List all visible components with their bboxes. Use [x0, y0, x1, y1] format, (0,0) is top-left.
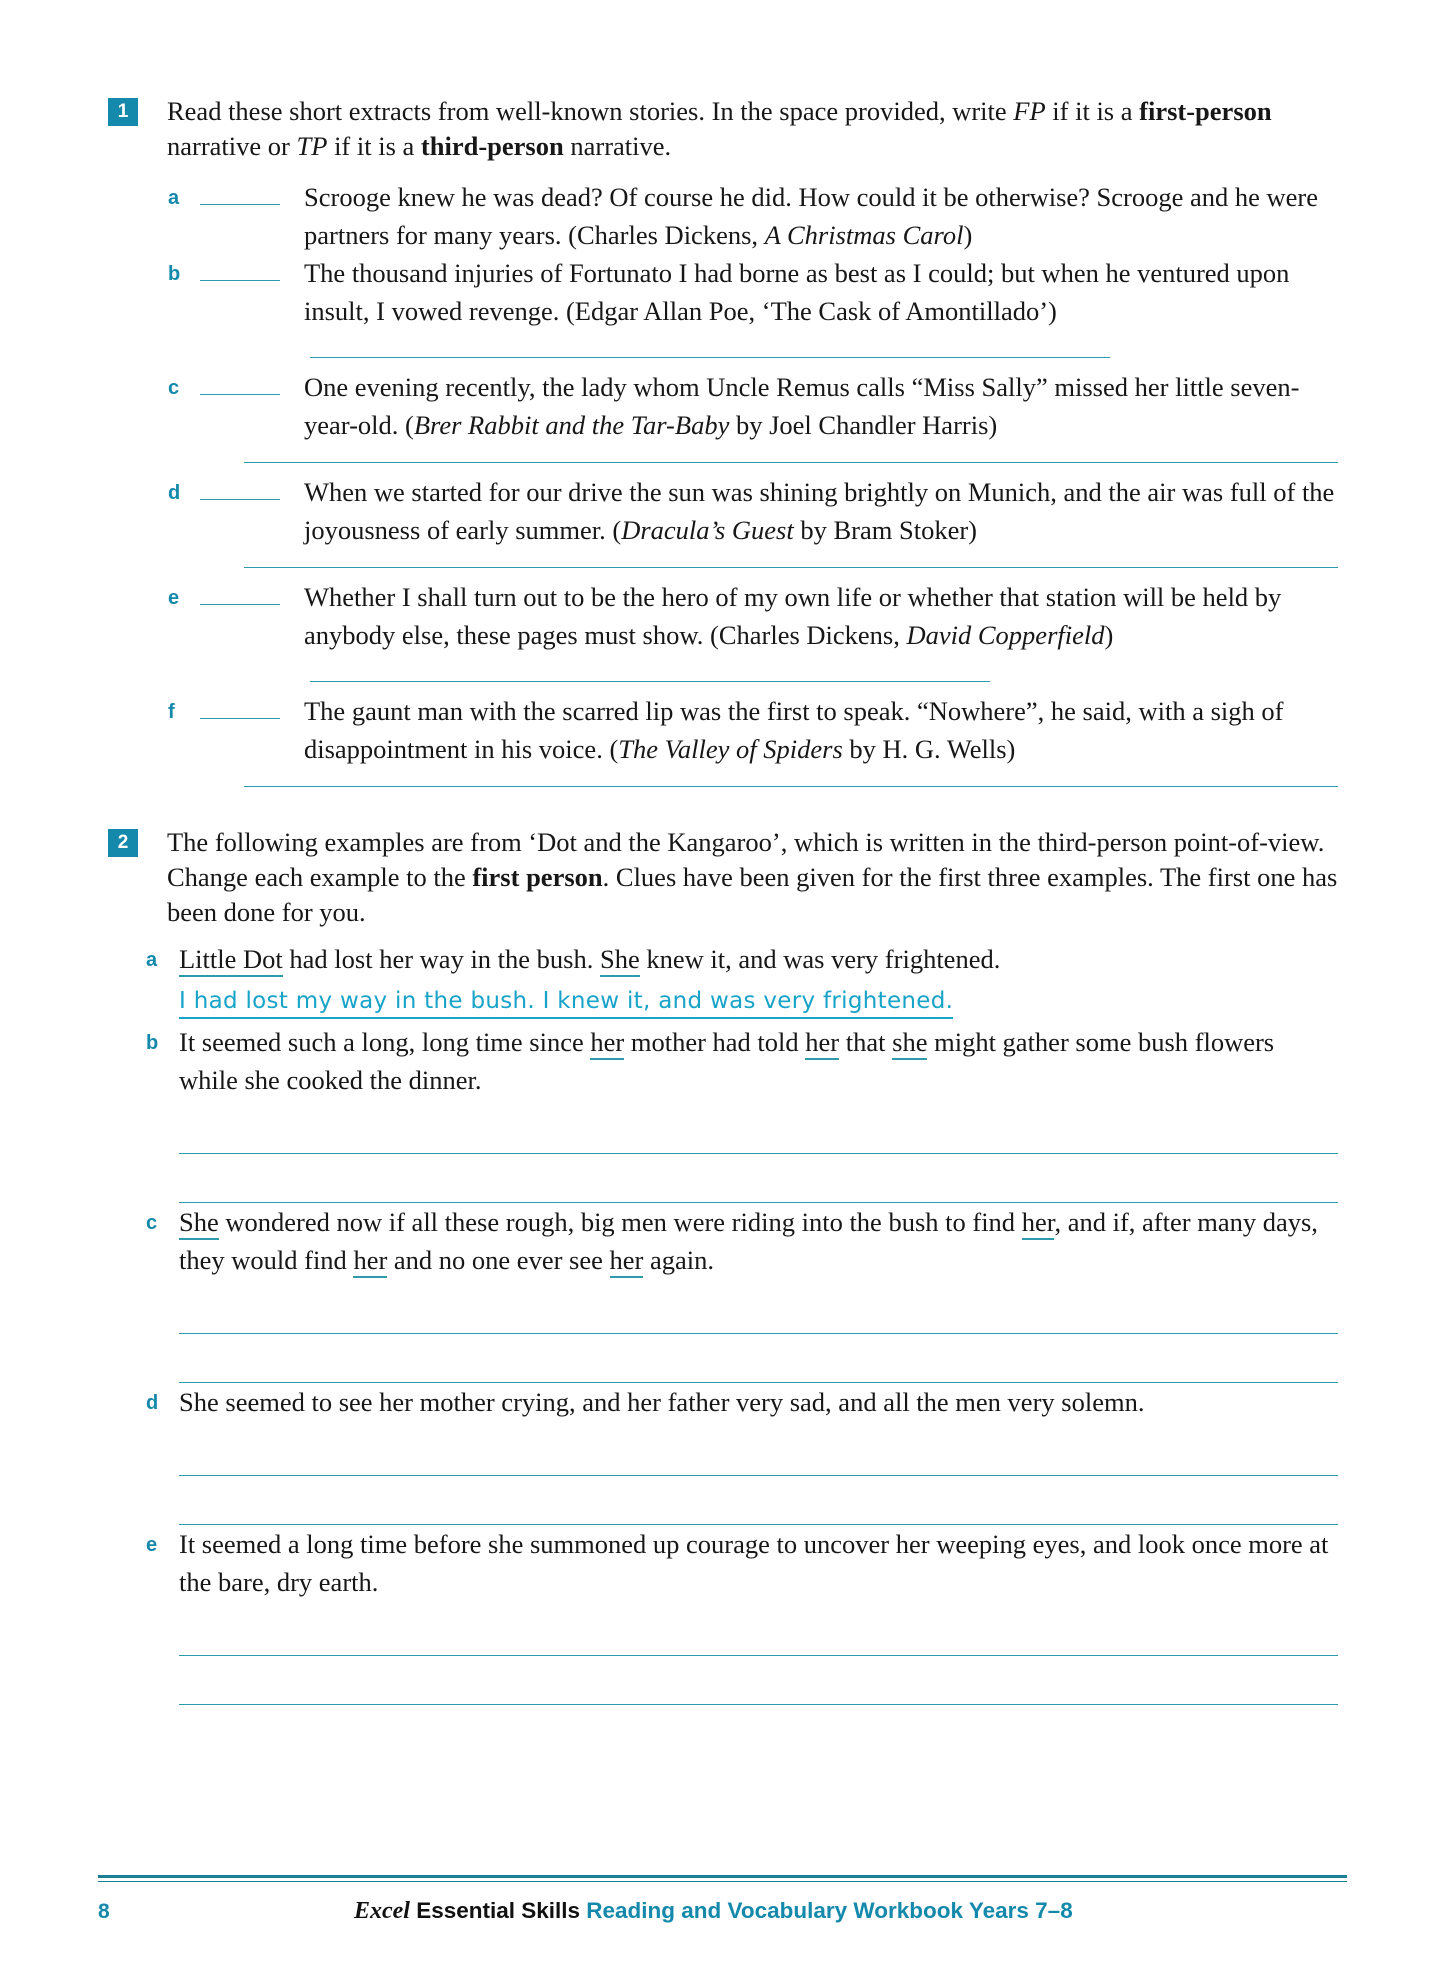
q1-instruction-text: narrative.	[563, 131, 672, 161]
q1-instruction-italic-text: FP	[1013, 96, 1046, 126]
question-2-number: 2	[108, 829, 138, 857]
footer-title	[110, 1898, 1317, 1925]
question-1-number: 1	[108, 98, 138, 126]
sentence-a-text: had lost her way in the bush.	[282, 944, 600, 974]
extract-d-italic-text: Dracula’s Guest	[621, 515, 794, 545]
footer-series: Essential Skills	[409, 1898, 587, 1923]
sentence-text-d	[179, 1383, 1338, 1421]
answer-line[interactable]	[179, 1154, 1338, 1203]
extract-c-italic-text: Brer Rabbit and the Tar-Baby	[413, 410, 730, 440]
sentence-c-text: wondered now if all these rough, big men were riding into the bush to find	[218, 1207, 1022, 1237]
extract-c-text: by Joel Chandler Harris)	[729, 410, 998, 440]
page-footer	[98, 1875, 1347, 1925]
answer-blank-e[interactable]	[200, 604, 280, 605]
written-answer-row-a	[179, 978, 1338, 1023]
sentence-a-text: knew it, and was very frightened.	[639, 944, 1001, 974]
extract-d-text: by Bram Stoker)	[793, 515, 977, 545]
extract-f-text: by H. G. Wells)	[842, 734, 1016, 764]
rewrite-item	[108, 1203, 1338, 1383]
item-letter-b: b	[146, 1032, 159, 1054]
rewrite-item	[108, 1023, 1338, 1203]
extract-a-text: )	[963, 220, 973, 250]
sentence-c-clue-word: her	[1022, 1207, 1055, 1240]
sentence-a-clue-word: Little Dot	[179, 944, 283, 977]
item-letter-c: c	[146, 1212, 158, 1234]
extract-text-c	[304, 368, 1338, 444]
question-1-instruction	[167, 94, 1338, 164]
sentence-text-b	[179, 1023, 1338, 1099]
extract-item	[108, 578, 1338, 692]
sentence-text-c	[179, 1203, 1338, 1279]
item-letter-c: c	[168, 377, 180, 399]
extract-text-e	[304, 578, 1338, 692]
footer-rule-thick	[98, 1875, 1347, 1878]
sentence-text-a	[179, 940, 1338, 978]
answer-lines-e	[179, 1607, 1338, 1705]
footer-brand: Excel	[353, 1898, 410, 1924]
footer-rule-thin	[98, 1881, 1347, 1882]
answer-line[interactable]	[179, 1427, 1338, 1476]
sentence-b-clue-word: her	[805, 1027, 839, 1060]
answer-lines-d	[179, 1427, 1338, 1525]
answer-line[interactable]	[179, 1105, 1338, 1154]
extract-e-text: Whether I shall turn out to be the hero of my own life or whether that station will be held by anybody else, these pages must show. (Charles Dickens,	[304, 582, 1282, 650]
extract-f-text: The gaunt man with the scarred lip was the first to speak. “Nowhere”, he said, with a sigh of disappointment in his voice. (	[304, 696, 1284, 764]
footer-book-title: Reading and Vocabulary Workbook Years 7–8	[586, 1898, 1073, 1923]
sentence-b-clue-word: her	[590, 1027, 624, 1060]
extract-a-italic-text: A Christmas Carol	[764, 220, 964, 250]
rewrite-item	[108, 1383, 1338, 1525]
q1-instruction-text: narrative or	[167, 131, 297, 161]
answer-rule-inline-b[interactable]	[310, 343, 1110, 358]
item-letter-d: d	[146, 1392, 159, 1414]
question-2-header	[108, 825, 1338, 930]
extract-a-text: Scrooge knew he was dead? Of course he did. How could it be otherwise? Scrooge and he were partners for many years. (Charles Dickens,	[304, 182, 1319, 250]
extract-item	[108, 368, 1338, 444]
sentence-d-text: She seemed to see her mother crying, and her father very sad, and all the men very solemn.	[179, 1387, 1145, 1417]
extract-item	[108, 178, 1338, 254]
answer-line[interactable]	[179, 1476, 1338, 1525]
sentence-e-text: It seemed a long time before she summoned up courage to uncover her weeping eyes, and look once more at the bare, dry earth.	[179, 1529, 1329, 1597]
extract-f-italic-text: The Valley of Spiders	[618, 734, 843, 764]
sentence-c-clue-word: her	[353, 1245, 387, 1278]
extract-e-italic-text: David Copperfield	[906, 620, 1105, 650]
answer-blank-a[interactable]	[200, 204, 280, 205]
answer-line[interactable]	[179, 1656, 1338, 1705]
sentence-e	[179, 1525, 1338, 1705]
extract-text-d	[304, 473, 1338, 549]
extract-item	[108, 254, 1338, 368]
q1-instruction-italic-text: TP	[296, 131, 328, 161]
extract-d-text: When we started for our drive the sun was shining brightly on Munich, and the air was full of the joyousness of early summer. (	[304, 477, 1335, 545]
written-answer-a[interactable]: I had lost my way in the bush. I knew it, and was very frightened.	[179, 986, 953, 1019]
item-letter-b: b	[168, 263, 181, 285]
answer-line[interactable]	[179, 1607, 1338, 1656]
rewrite-item	[108, 1525, 1338, 1705]
sentence-c-clue-word: her	[610, 1245, 644, 1278]
answer-line[interactable]	[179, 1334, 1338, 1383]
question-2-items	[108, 940, 1338, 1705]
sentence-b-text: might gather some bush flowers while she cooked the dinner.	[179, 1027, 1275, 1095]
answer-line[interactable]	[179, 1285, 1338, 1334]
rewrite-item	[108, 940, 1338, 1023]
sentence-b-text: that	[839, 1027, 893, 1057]
q1-instruction-bold-text: third-person	[420, 131, 564, 161]
q1-instruction-text: Read these short extracts from well-known stories. In the space provided, write	[167, 96, 1014, 126]
answer-rule-d[interactable]	[244, 567, 1338, 568]
sentence-d	[179, 1383, 1338, 1525]
answer-rule-f[interactable]	[244, 786, 1338, 787]
answer-rule-inline-e[interactable]	[310, 667, 990, 682]
sentence-a	[179, 940, 1338, 1023]
answer-lines-c	[179, 1285, 1338, 1383]
sentence-b-clue-word: she	[892, 1027, 927, 1060]
extract-text-a	[304, 178, 1338, 254]
sentence-c-text: again.	[643, 1245, 714, 1275]
q1-instruction-bold-text: first-person	[1139, 96, 1272, 126]
q1-instruction-text: if it is a	[1045, 96, 1140, 126]
item-letter-e: e	[168, 587, 180, 609]
question-1-block	[108, 94, 1338, 797]
question-1-header	[108, 94, 1338, 164]
question-1-items	[108, 178, 1338, 787]
q1-instruction-text: if it is a	[327, 131, 421, 161]
extract-item	[108, 692, 1338, 768]
q2-instruction-text: . Clues have been given for the first three examples. The first one has been done for you.	[167, 862, 1338, 927]
extract-text-b	[304, 254, 1338, 368]
q2-instruction-bold-text: first person	[472, 862, 603, 892]
extract-b-text: The thousand injuries of Fortunato I had borne as best as I could; but when he ventured upon insult, I vowed revenge. (Edgar Allan Poe, ‘The Cask of Amontillado’)	[304, 258, 1290, 326]
sentence-text-e	[179, 1525, 1338, 1601]
answer-lines-b	[179, 1105, 1338, 1203]
item-letter-d: d	[168, 482, 181, 504]
sentence-c-text: and no one ever see	[387, 1245, 610, 1275]
sentence-b	[179, 1023, 1338, 1203]
item-letter-f: f	[168, 701, 175, 723]
question-2-instruction	[167, 825, 1338, 930]
answer-blank-c[interactable]	[200, 394, 280, 395]
answer-blank-b[interactable]	[200, 280, 280, 281]
extract-e-text: )	[1104, 620, 1114, 650]
answer-blank-d[interactable]	[200, 499, 280, 500]
sentence-c-text: , and if, after many days, they would find	[179, 1207, 1318, 1275]
sentence-c	[179, 1203, 1338, 1383]
sentence-c-clue-word: She	[179, 1207, 219, 1240]
answer-blank-f[interactable]	[200, 718, 280, 719]
item-letter-a: a	[146, 949, 158, 971]
footer-row	[98, 1898, 1347, 1925]
extract-c-text: One evening recently, the lady whom Uncle Remus calls “Miss Sally” missed her little seven-year-old. (	[304, 372, 1300, 440]
sentence-a-clue-word: She	[600, 944, 640, 977]
item-letter-e: e	[146, 1534, 158, 1556]
extract-item	[108, 473, 1338, 549]
sentence-b-text: mother had told	[624, 1027, 806, 1057]
q2-instruction-text: The following examples are from ‘Dot and the Kangaroo’, which is written in the third-person point-of-view. Change each example to the	[167, 827, 1325, 892]
question-2-block	[108, 825, 1338, 1705]
page-number: 8	[98, 1900, 110, 1923]
sentence-b-text: It seemed such a long, long time since	[179, 1027, 591, 1057]
item-letter-a: a	[168, 187, 180, 209]
answer-rule-c[interactable]	[244, 462, 1338, 463]
extract-text-f	[304, 692, 1338, 768]
